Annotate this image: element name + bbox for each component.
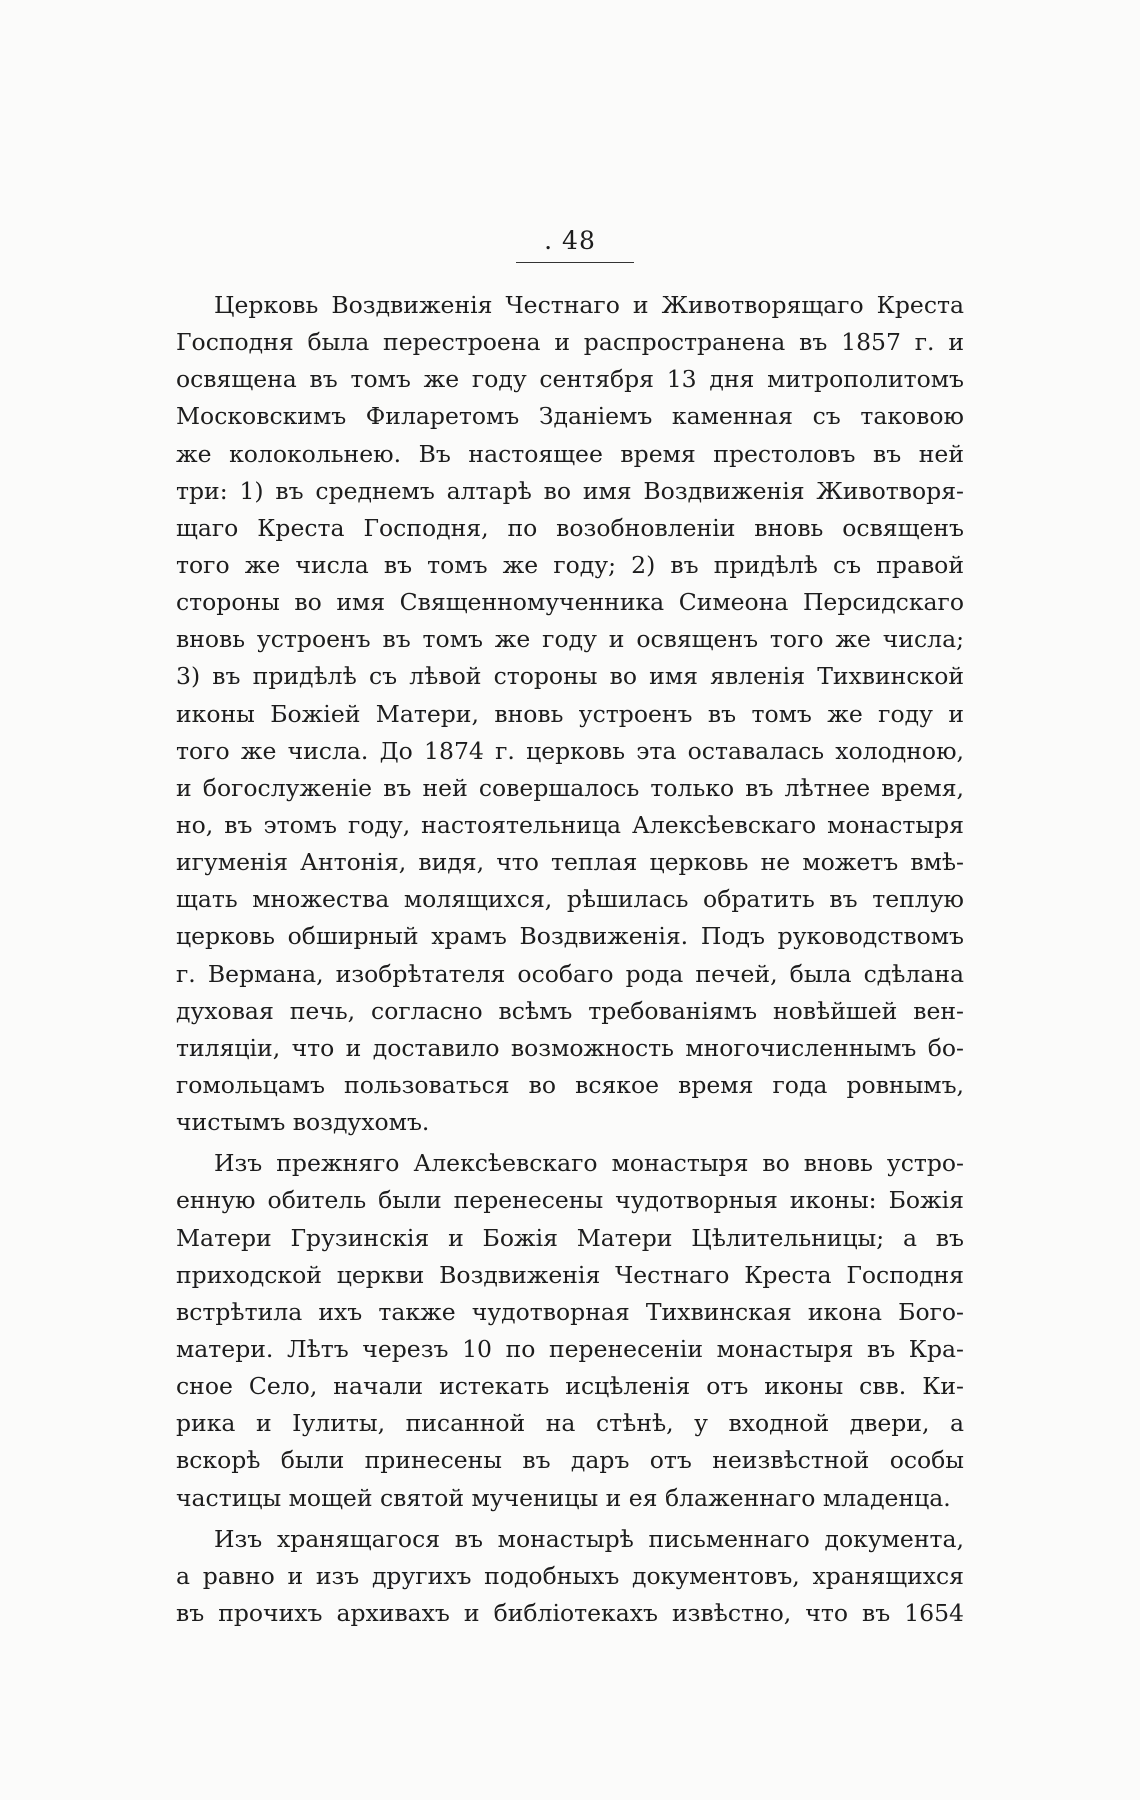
- header-rule: [516, 262, 634, 263]
- text-line: Изъ хранящагося въ монастырѣ письменнаго документа,: [214, 1524, 964, 1553]
- text-line: рика и Іулиты, писанной на стѣнѣ, у входной двери, а: [176, 1409, 964, 1438]
- text-line: въ прочихъ архивахъ и библіотекахъ извѣстно, что въ 1654: [176, 1598, 964, 1627]
- text-line: Матери Грузинскія и Божія Матери Цѣлительницы; а въ: [176, 1223, 964, 1252]
- text-line: игуменія Антонія, видя, что теплая церковь не можетъ вмѣ-: [176, 848, 964, 877]
- text-line: матери. Лѣтъ черезъ 10 по перенесеніи монастыря въ Кра-: [176, 1334, 964, 1363]
- text-line: Церковь Воздвиженія Честнаго и Животворящаго Креста: [214, 291, 964, 319]
- text-line: встрѣтила ихъ также чудотворная Тихвинская икона Бого-: [176, 1297, 964, 1326]
- page-number: . 48: [544, 226, 596, 255]
- text-line: г. Вермана, изобрѣтателя особаго рода печей, была сдѣлана: [176, 959, 964, 988]
- text-line: 3) въ придѣлѣ съ лѣвой стороны во имя явленія Тихвинской: [176, 662, 964, 691]
- text-line: Московскимъ Филаретомъ Зданіемъ каменная съ таковою: [176, 402, 964, 431]
- text-line: Господня была перестроена и распространена въ 1857 г. и: [176, 328, 964, 357]
- text-line: гомольцамъ пользоваться во всякое время года ровнымъ,: [176, 1070, 964, 1099]
- text-line: вскорѣ были принесены въ даръ отъ неизвѣстной особы: [176, 1446, 964, 1475]
- text-line: чистымъ воздухомъ.: [176, 1108, 430, 1137]
- text-line: приходской церкви Воздвиженія Честнаго Креста Господня: [176, 1260, 964, 1289]
- text-line: того же числа. До 1874 г. церковь эта оставалась холодною,: [176, 736, 964, 765]
- text-line: три: 1) въ среднемъ алтарѣ во имя Воздвиженія Животворя-: [176, 476, 964, 505]
- text-line: того же числа въ томъ же году; 2) въ придѣлѣ съ правой: [176, 550, 964, 579]
- body-text: [176, 287, 964, 1632]
- text-line: стороны во имя Священномученника Симеона Персидскаго: [176, 588, 964, 617]
- text-line: вновь устроенъ въ томъ же году и освященъ того же числа;: [176, 625, 964, 654]
- text-line: иконы Божіей Матери, вновь устроенъ въ томъ же году и: [176, 699, 964, 728]
- text-line: тиляціи, что и доставило возможность многочисленнымъ бо-: [176, 1033, 964, 1062]
- text-line: и богослуженіе въ ней совершалось только въ лѣтнее время,: [176, 773, 964, 802]
- text-line: сное Село, начали истекать исцѣленія отъ иконы свв. Ки-: [176, 1372, 964, 1401]
- text-line: церковь обширный храмъ Воздвиженія. Подъ руководствомъ: [176, 922, 964, 951]
- text-line: Изъ прежняго Алексѣевскаго монастыря во вновь устро-: [214, 1149, 964, 1178]
- text-line: освящена въ томъ же году сентября 13 дня митрополитомъ: [176, 365, 964, 394]
- text-line: енную обитель были перенесены чудотворныя иконы: Божія: [176, 1186, 964, 1215]
- text-line: частицы мощей святой мученицы и ея блаженнаго младенца.: [176, 1483, 951, 1512]
- text-line: щаго Креста Господня, по возобновленіи вновь освященъ: [176, 513, 964, 542]
- text-line: духовая печь, согласно всѣмъ требованіямъ новѣйшей вен-: [176, 996, 964, 1025]
- text-line: но, въ этомъ году, настоятельница Алексѣевскаго монастыря: [176, 810, 964, 839]
- text-line: щать множества молящихся, рѣшилась обратить въ теплую: [176, 885, 964, 914]
- text-line: же колокольнею. Въ настоящее время престоловъ въ ней: [176, 439, 964, 468]
- text-line: а равно и изъ другихъ подобныхъ документовъ, хранящихся: [176, 1561, 964, 1590]
